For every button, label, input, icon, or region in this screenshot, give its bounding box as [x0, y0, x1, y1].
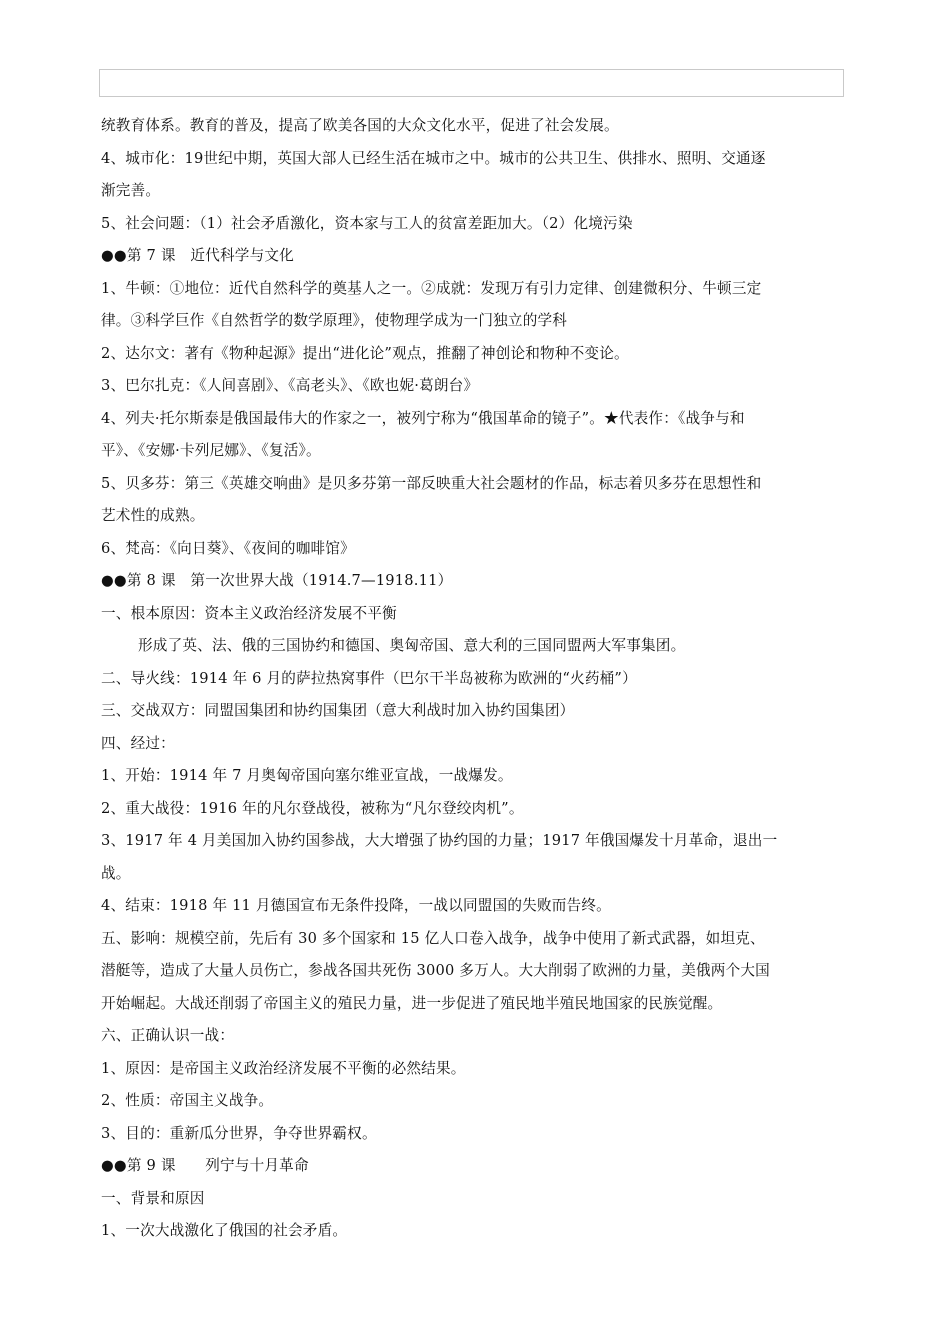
text-line: 1、原因：是帝国主义政治经济发展不平衡的必然结果。	[101, 1059, 466, 1077]
header-box	[99, 69, 844, 97]
text-line: 2、重大战役：1916 年的凡尔登战役，被称为“凡尔登绞肉机”。	[101, 799, 524, 817]
text-line: 5、贝多芬：第三《英雄交响曲》是贝多芬第一部反映重大社会题材的作品，标志着贝多芬在思想性和	[101, 474, 762, 492]
text-line: 3、1917 年 4 月美国加入协约国参战，大大增强了协约国的力量；1917 年俄国爆发十月革命，退出一	[101, 832, 778, 849]
text-line: 1、开始：1914 年 7 月奥匈帝国向塞尔维亚宣战，一战爆发。	[101, 767, 513, 784]
text-line: 二、导火线：1914 年 6 月的萨拉热窝事件（巴尔干半岛被称为欧洲的“火药桶”）	[101, 669, 637, 687]
lesson-heading: ●●第 7 课 近代科学与文化	[101, 247, 294, 264]
text-line: 3、巴尔扎克：《人间喜剧》、《高老头》、《欧也妮·葛朗台》	[101, 377, 479, 394]
text-line: 形成了英、法、俄的三国协约和德国、奥匈帝国、意大利的三国同盟两大军事集团。	[138, 637, 686, 654]
text-line: 4、城市化：19世纪中期，英国大部人已经生活在城市之中。城市的公共卫生、供排水、照明、交通逐	[101, 149, 766, 167]
text-line: 统教育体系。教育的普及，提高了欧美各国的大众文化水平，促进了社会发展。	[101, 117, 619, 134]
text-line: 三、交战双方：同盟国集团和协约国集团（意大利战时加入协约国集团）	[101, 702, 575, 719]
text-line: 四、经过：	[101, 734, 175, 752]
text-line: 2、性质：帝国主义战争。	[101, 1092, 274, 1109]
text-line: 潜艇等，造成了大量人员伤亡，参战各国共死伤 3000 多万人。大大削弱了欧洲的力量，美俄两个大国	[101, 962, 770, 979]
text-line: 4、结束：1918 年 11 月德国宣布无条件投降，一战以同盟国的失败而告终。	[101, 897, 611, 914]
text-line: 律。③科学巨作《自然哲学的数学原理》，使物理学成为一门独立的学科	[101, 312, 568, 329]
lesson-heading: ●●第 9 课 列宁与十月革命	[101, 1157, 309, 1174]
text-line: 一、根本原因：资本主义政治经济发展不平衡	[101, 604, 397, 622]
text-line: 1、牛顿：①地位：近代自然科学的奠基人之一。②成就：发现万有引力定律、创建微积分、牛顿三定	[101, 279, 762, 297]
lesson-heading: ●●第 8 课 第一次世界大战（1914.7—1918.11）	[101, 572, 453, 589]
text-line: 5、社会问题：（1）社会矛盾激化，资本家与工人的贫富差距加大。（2）化境污染	[101, 214, 633, 232]
text-line: 开始崛起。大战还削弱了帝国主义的殖民力量，进一步促进了殖民地半殖民地国家的民族觉醒。	[101, 994, 723, 1012]
text-line: 平》、《安娜·卡列尼娜》、《复活》。	[101, 442, 321, 459]
text-line: 2、达尔文：著有《物种起源》提出“进化论”观点，推翻了神创论和物种不变论。	[101, 344, 629, 362]
text-line: 渐完善。	[101, 182, 161, 199]
text-line: 3、目的：重新瓜分世界，争夺世界霸权。	[101, 1124, 377, 1142]
text-line: 五、影响：规模空前，先后有 30 多个国家和 15 亿人口卷入战争，战争中使用了新式武器，如坦克、	[101, 929, 765, 947]
text-line: 1、一次大战激化了俄国的社会矛盾。	[101, 1222, 348, 1239]
text-line: 战。	[101, 864, 131, 882]
text-line: 6、梵高：《向日葵》、《夜间的咖啡馆》	[101, 539, 355, 557]
text-line: 一、背景和原因	[101, 1189, 205, 1207]
text-line: 4、列夫·托尔斯泰是俄国最伟大的作家之一，被列宁称为“俄国革命的镜子”。★代表作：《战争与和	[101, 409, 745, 427]
text-line: 艺术性的成熟。	[101, 507, 205, 524]
text-line: 六、正确认识一战：	[101, 1027, 235, 1044]
document-body	[101, 110, 846, 1248]
